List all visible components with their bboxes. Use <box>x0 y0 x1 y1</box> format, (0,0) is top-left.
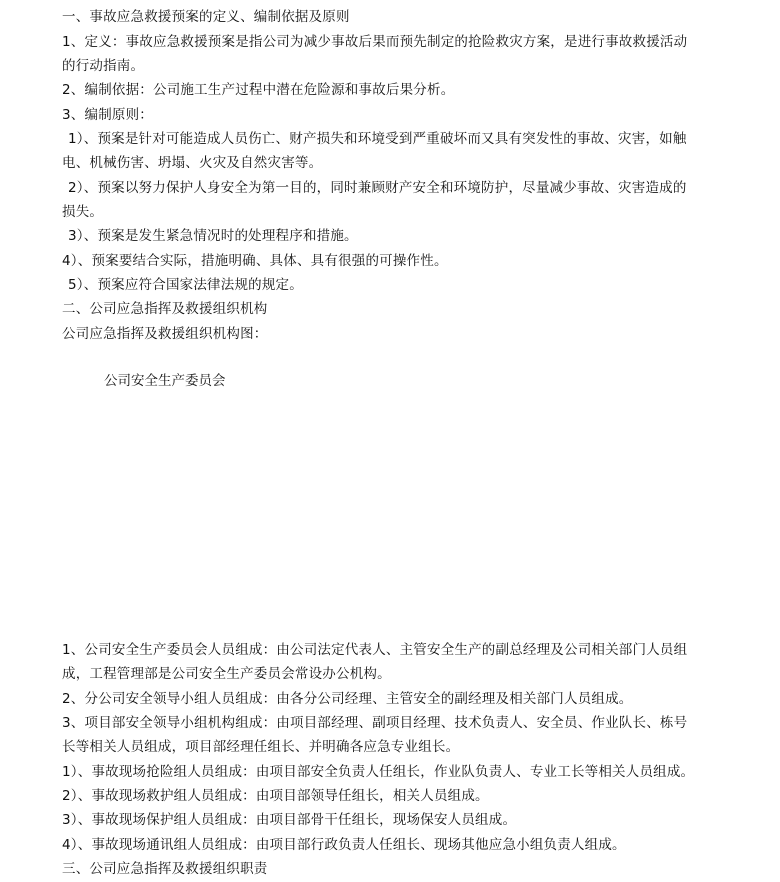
item3-line1: 3、项目部安全领导小组机构组成：由项目部经理、副项目经理、技术负责人、安全员、作业队长、栋号 <box>62 715 688 731</box>
org-chart-title: 公司应急指挥及救援组织机构图： <box>62 326 268 342</box>
sub-item-4: 4）、事故现场通讯组人员组成：由项目部行政负责人任组长、现场其他应急小组负责人组成。 <box>62 837 626 853</box>
principle-4: 4）、预案要结合实际，措施明确、具体、具有很强的可操作性。 <box>62 253 448 269</box>
sub-item-1: 1）、事故现场抢险组人员组成：由项目部安全负责人任组长，作业队负责人、专业工长等相关人员组成。 <box>62 764 695 780</box>
sub-item-2: 2）、事故现场救护组人员组成：由项目部领导任组长，相关人员组成。 <box>62 788 489 804</box>
sub-item-3: 3）、事故现场保护组人员组成：由项目部骨干任组长，现场保安人员组成。 <box>62 812 517 828</box>
section1-heading: 一、事故应急救援预案的定义、编制依据及原则 <box>62 9 350 25</box>
principle-5: 5）、预案应符合国家法律法规的规定。 <box>68 277 303 293</box>
section2-heading: 二、公司应急指挥及救援组织机构 <box>62 301 268 317</box>
section3-heading: 三、公司应急指挥及救援组织职责 <box>62 861 268 877</box>
basis-paragraph: 2、编制依据：公司施工生产过程中潜在危险源和事故后果分析。 <box>62 82 455 98</box>
definition-line2: 的行动指南。 <box>62 58 145 74</box>
definition-line1: 1、定义：事故应急救援预案是指公司为减少事故后果而预先制定的抢险救灾方案，是进行事故救援活动 <box>62 34 688 50</box>
item1-line2: 成，工程管理部是公司安全生产委员会常设办公机构。 <box>62 666 391 682</box>
item3-line2: 长等相关人员组成，项目部经理任组长、并明确各应急专业组长。 <box>62 739 460 755</box>
item2: 2、分公司安全领导小组人员组成：由各分公司经理、主管安全的副经理及相关部门人员组成。 <box>62 691 633 707</box>
principle-1-line1: 1）、预案是针对可能造成人员伤亡、财产损失和环境受到严重破坏而又具有突发性的事故、灾害，如触 <box>68 131 687 147</box>
principle-2-line2: 损失。 <box>62 204 104 220</box>
principle-1-line2: 电、机械伤害、坍塌、火灾及自然灾害等。 <box>62 155 323 171</box>
item1-line1: 1、公司安全生产委员会人员组成：由公司法定代表人、主管安全生产的副总经理及公司相关部门人员组 <box>62 642 688 658</box>
principle-2-line1: 2）、预案以努力保护人身安全为第一目的，同时兼顾财产安全和环境防护，尽量减少事故、灾害造成的 <box>68 180 687 196</box>
principle-3: 3）、预案是发生紧急情况时的处理程序和措施。 <box>68 228 358 244</box>
principles-title: 3、编制原则： <box>62 107 153 123</box>
org-chart-root-node: 公司安全生产委员会 <box>104 373 226 389</box>
